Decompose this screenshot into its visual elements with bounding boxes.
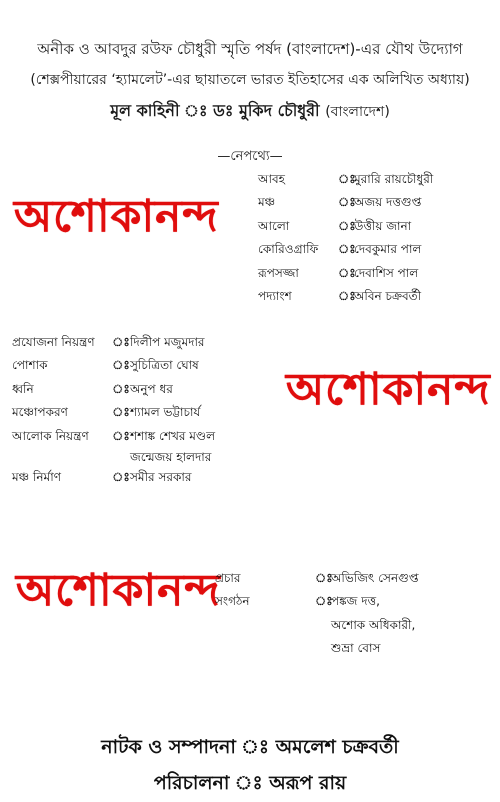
credit-row	[258, 287, 433, 311]
credit-row	[12, 356, 215, 380]
credit-role: আলো	[258, 218, 290, 233]
credit-row	[258, 240, 433, 264]
story-label: মূল কাহিনী	[110, 101, 180, 120]
credit-role: সংগঠন	[215, 594, 250, 609]
credit-separator: ঃ	[112, 334, 130, 349]
story-country: (বাংলাদেশ)	[325, 104, 390, 120]
credit-role: মঞ্চ নির্মাণ	[12, 470, 61, 485]
credit-role: আবহ	[258, 171, 285, 186]
play-title-1: অশোকানন্দ	[14, 191, 219, 242]
credit-role: প্রযোজনা নিয়ন্ত্রণ	[12, 334, 95, 349]
direction-name: অরূপ রায়	[269, 772, 347, 794]
credit-row	[258, 169, 433, 193]
credit-row	[258, 193, 433, 217]
credit-row	[258, 216, 433, 240]
tagline: (শেক্সপীয়ারের ‘হ্যামলেট’-এর ছায়াতলে ভারত ইতিহাসের এক অলিখিত অধ্যায়)	[30, 72, 470, 88]
credits-block-c	[215, 568, 419, 662]
direction-label: পরিচালনা	[153, 772, 230, 794]
credit-name: দিলীপ মজুমদার	[130, 334, 205, 349]
credit-name: দেবকুমার পাল	[354, 242, 422, 257]
credit-role: মঞ্চোপকরণ	[12, 405, 68, 420]
credit-name: পঙ্কজ দত্ত,	[331, 594, 380, 609]
credit-name: মুরারি রায়চৌধুরী	[354, 171, 434, 186]
credit-role: পোশাক	[12, 358, 48, 373]
credit-separator: ঃ	[315, 570, 333, 585]
credit-row	[12, 379, 215, 403]
credit-separator: ঃ	[338, 242, 356, 257]
credit-name: অজয় দত্তগুপ্ত	[354, 195, 422, 210]
credit-row	[215, 615, 419, 639]
credit-row	[215, 639, 419, 663]
credit-name: অনুপ ধর	[130, 381, 173, 396]
credit-name: শুভ্রা বোস	[331, 641, 381, 656]
credit-name: সমীর সরকার	[130, 470, 192, 485]
credit-role: ধ্বনি	[12, 381, 34, 396]
credit-name: অভিজিৎ সেনগুপ্ত	[331, 570, 419, 585]
credit-name: শ্যামল ভট্টাচার্য	[130, 405, 201, 420]
credit-role: রূপসজ্জা	[258, 265, 299, 280]
credit-separator: ঃ	[338, 265, 356, 280]
story-author: ডঃ মুকিদ চৌধুরী	[213, 101, 320, 120]
credit-role: পদ্যাংশ	[258, 289, 292, 304]
credit-name: শশাঙ্ক শেখর মণ্ডল	[130, 428, 216, 443]
credit-row	[12, 450, 215, 468]
credit-name: অশোক অধিকারী,	[331, 617, 416, 632]
credit-name: উত্তীয় জানা	[354, 218, 412, 233]
credit-row	[215, 592, 419, 616]
credit-row	[258, 263, 433, 287]
editing-credit	[0, 733, 500, 765]
credit-row	[12, 403, 215, 427]
story-credit	[0, 98, 500, 125]
credit-separator: ঃ	[112, 358, 130, 373]
play-title-2: অশোকানন্দ	[286, 364, 491, 415]
credit-separator: ঃ	[338, 171, 356, 186]
credit-name: অবিন চক্রবর্তী	[354, 289, 422, 304]
credit-name: জন্মেজয় হালদার	[130, 449, 212, 464]
credit-row	[12, 426, 215, 450]
credit-separator: ঃ	[338, 289, 356, 304]
credit-name: দেবাশিস পাল	[354, 265, 419, 280]
credit-row	[12, 332, 215, 356]
play-title-3: অশোকানন্দ	[16, 565, 221, 616]
credits-block-a	[258, 169, 433, 310]
credit-role: আলোক নিয়ন্ত্রণ	[12, 428, 89, 443]
editing-label: নাটক ও সম্পাদনা	[101, 736, 236, 758]
credit-role: কোরিওগ্রাফি	[258, 242, 319, 257]
credit-separator: ঃ	[338, 218, 356, 233]
credit-role: মঞ্চ	[258, 195, 276, 210]
credit-row	[215, 568, 419, 592]
backstage-heading: —নেপথ্যে—	[217, 149, 283, 164]
credit-separator: ঃ	[338, 195, 356, 210]
credit-separator: ঃ	[112, 428, 130, 443]
credit-row	[12, 468, 215, 492]
credit-separator: ঃ	[315, 594, 333, 609]
credit-separator: ঃ	[112, 470, 130, 485]
presenters-line: অনীক ও আবদুর রউফ চৌধুরী স্মৃতি পর্ষদ (বাংলাদেশ)-এর যৌথ উদ্যোগ	[37, 40, 463, 58]
editing-name: অমলেশ চক্রবর্তী	[275, 736, 399, 758]
credit-role: প্রচার	[215, 570, 241, 585]
credit-separator: ঃ	[112, 381, 130, 396]
credit-separator: ঃ	[112, 405, 130, 420]
credit-name: সুচিত্রিতা ঘোষ	[130, 358, 199, 373]
direction-credit	[0, 769, 500, 801]
credits-block-b	[12, 332, 215, 491]
